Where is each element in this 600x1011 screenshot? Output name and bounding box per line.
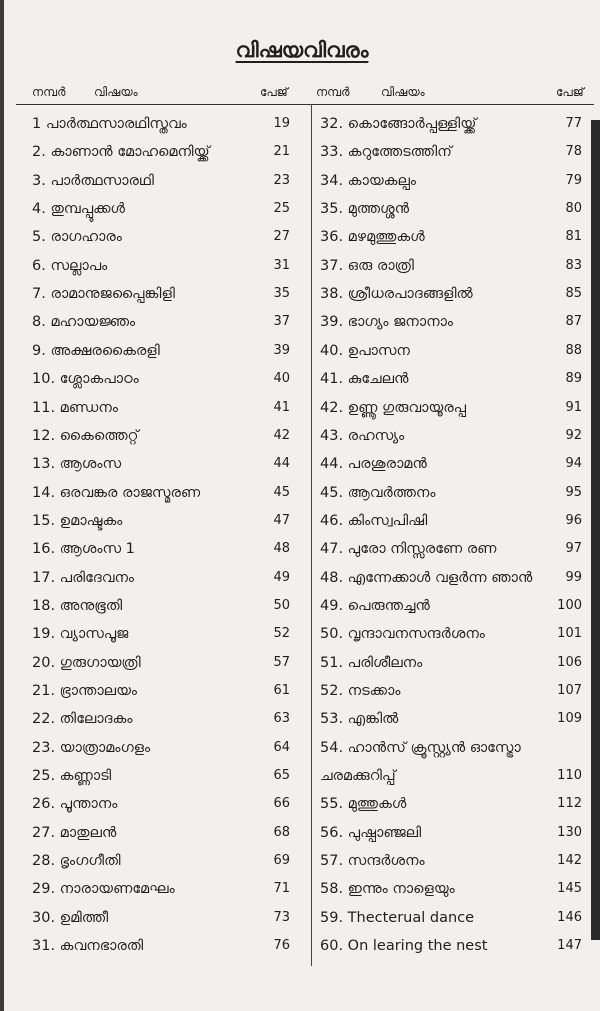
toc-entry [320, 371, 582, 396]
toc-entry-title: 1 പാർത്ഥസാരഥിസ്തവം [32, 116, 187, 132]
toc-entry-page: 23 [273, 172, 290, 188]
toc-entry [320, 428, 582, 453]
toc-entry [320, 513, 582, 538]
toc-entry-title: 56. പുഷ്പാഞ്ജലി [320, 824, 422, 841]
toc-entry-title: 28. ഭൃംഗഗീതി [32, 853, 121, 870]
toc-entry-title: 45. ആവർത്തനം [320, 484, 436, 501]
toc-entry-page: 110 [557, 768, 582, 784]
toc-entry [320, 286, 582, 311]
toc-entry-title: 5. രാഗഹാരം [32, 229, 122, 246]
toc-entry-title: 3. പാർത്ഥസാരഥി [32, 172, 154, 189]
toc-entry-page: 57 [273, 654, 290, 670]
toc-entry [320, 853, 582, 878]
toc-entry [32, 740, 290, 765]
toc-entry-title: 35. മുത്തശ്ശൻ [320, 201, 410, 218]
toc-entry [32, 598, 290, 623]
toc-entry-title: 47. പുരോ നിസ്സരണേ രണ [320, 541, 497, 558]
toc-entry [320, 400, 582, 425]
toc-entry-page: 92 [565, 427, 582, 443]
toc-entry-page: 61 [273, 683, 290, 698]
toc-entry-page: 41 [273, 399, 290, 415]
toc-entry-page: 94 [565, 456, 582, 472]
toc-entry-title: 57. സന്ദർശനം [320, 853, 425, 870]
toc-entry-title: 8. മഹായജ്ഞം [32, 314, 136, 331]
toc-entry-title: 25. കണ്ണാടി [32, 768, 112, 785]
toc-entry [320, 541, 582, 566]
toc-entry [320, 258, 582, 283]
toc-entry-page: 69 [273, 853, 290, 869]
toc-entry-title: 29. നാരായണമേഘം [32, 881, 175, 898]
toc-entry [32, 343, 290, 368]
toc-entry-title: 39. ഭാഗ്യം ജനാനാം [320, 314, 453, 331]
toc-entry-page: 88 [565, 342, 582, 358]
toc-entry [320, 683, 582, 708]
header-number-left: നമ്പർ [32, 85, 66, 99]
toc-entry-page: 39 [273, 342, 290, 358]
toc-entry [32, 371, 290, 396]
toc-entry-page: 91 [565, 399, 582, 415]
toc-entry-title: 27. മാതുലൻ [32, 824, 117, 841]
toc-entry-title: 19. വ്യാസപൂജ [32, 626, 129, 643]
toc-entry [32, 570, 290, 595]
toc-entry-page: 146 [557, 909, 582, 925]
toc-entry-page: 35 [273, 286, 290, 302]
toc-entry-title: 18. അനുഭൂതി [32, 597, 123, 614]
toc-entry-title: 46. കിംസ്വപിഷി [320, 512, 428, 529]
toc-entry-page: 87 [565, 314, 582, 330]
toc-entry-page: 37 [273, 314, 290, 330]
toc-entry-page: 97 [565, 541, 582, 557]
toc-entry-page: 50 [273, 597, 290, 613]
toc-entry-title: 38. ശ്രീധരപാദങ്ങളിൽ [320, 286, 473, 303]
toc-entry-page: 96 [565, 512, 582, 528]
toc-entry-page: 45 [273, 484, 290, 500]
toc-entry-title: 43. രഹസ്യം [320, 427, 405, 444]
page-edge-shadow [591, 120, 600, 940]
toc-entry-title: 21. ഭ്രാന്താലയം [32, 683, 137, 699]
toc-entry-page: 85 [565, 286, 582, 302]
header-page-right: പേജ് [556, 85, 584, 99]
toc-entry-title: 33. കറുത്തേടത്തിന് [320, 144, 452, 161]
toc-entry-title: 49. പെരുന്തച്ചൻ [320, 597, 430, 614]
toc-entry-page: 106 [557, 654, 582, 670]
toc-entry-title: 30. ഉമിത്തീ [32, 909, 109, 926]
toc-entry-title: 41. കുചേലൻ [320, 371, 409, 388]
toc-entry-page: 52 [273, 626, 290, 642]
toc-entry-page: 76 [273, 938, 290, 954]
toc-entry [32, 144, 290, 169]
toc-entry-title: 42. ഉണ്ണൂ ഗുരുവായൂരപ്പ [320, 399, 466, 416]
toc-entry [320, 938, 582, 963]
toc-entry-page: 25 [273, 201, 290, 217]
toc-entry [320, 116, 582, 141]
toc-entry-page: 63 [273, 711, 290, 727]
toc-entry-title: 7. രാമാനുജപ്പൈങ്കിളി [32, 286, 175, 303]
toc-entry [32, 173, 290, 198]
toc-entry-page: 71 [273, 881, 290, 897]
header-rule [16, 104, 594, 105]
toc-entry-title: 26. പൂന്താനം [32, 796, 118, 813]
toc-entry-page: 101 [557, 626, 582, 642]
toc-entry-title: 59. Thecterual dance [320, 909, 475, 926]
toc-entry [32, 655, 290, 680]
toc-entry-title: 23. യാത്രാമംഗളം [32, 739, 151, 756]
toc-entry [320, 825, 582, 850]
toc-entry [32, 626, 290, 651]
toc-entry-title: 12. കൈത്തെറ്റ് [32, 427, 139, 444]
toc-entry-page: 109 [557, 711, 582, 727]
toc-entry-page: 44 [273, 456, 290, 472]
toc-entry [320, 910, 582, 935]
toc-entry [320, 314, 582, 339]
toc-entry-title: 9. അക്ഷരകൈരളി [32, 342, 160, 359]
toc-entry-page: 64 [273, 739, 290, 755]
toc-entry-title: 2. കാണാൻ മോഹമെനിയ്ക്ക് [32, 144, 210, 161]
toc-entry [32, 796, 290, 821]
toc-entry [32, 853, 290, 878]
toc-entry [320, 144, 582, 169]
toc-entry-page: 49 [273, 569, 290, 585]
toc-entry [32, 485, 290, 510]
toc-entry-page: 95 [565, 484, 582, 500]
toc-entry [320, 655, 582, 680]
toc-entry-title: 48. എന്നേക്കാൾ വളർന്ന ഞാൻ [320, 569, 533, 586]
book-page [4, 0, 600, 1011]
toc-entry-page: 48 [273, 541, 290, 557]
toc-entry [320, 485, 582, 510]
toc-entry-page: 89 [565, 371, 582, 387]
toc-entry-page: 100 [557, 597, 582, 613]
toc-entry-title: 60. On learing the nest [320, 938, 488, 955]
toc-entry [32, 881, 290, 906]
header-number-right: നമ്പർ [316, 85, 350, 99]
toc-entry-title: 50. വൃന്ദാവനസന്ദർശനം [320, 626, 485, 643]
toc-entry-page: 40 [273, 371, 290, 387]
toc-entry [320, 343, 582, 368]
toc-entry [32, 116, 290, 141]
toc-entry-page: 65 [273, 768, 290, 784]
toc-entry-title: 6. സല്ലാപം [32, 257, 108, 274]
toc-entry-page: 80 [565, 201, 582, 217]
toc-entry-page: 142 [557, 853, 582, 869]
toc-entry-title: 4. തുമ്പപ്പൂക്കൾ [32, 201, 125, 218]
page-title: വിഷയവിവരം [235, 38, 369, 62]
toc-entry-page: 21 [273, 144, 290, 160]
toc-entry-title: 44. പരശുരാമൻ [320, 456, 427, 473]
toc-entry-title: 53. എങ്കിൽ [320, 711, 399, 728]
toc-entry-title: 36. മഴമുത്തുകൾ [320, 229, 425, 246]
toc-entry-page: 42 [273, 427, 290, 443]
toc-entry-page: 107 [557, 683, 582, 698]
toc-entry-title: 22. തിലോദകം [32, 711, 133, 728]
toc-entry [320, 570, 582, 595]
toc-entry-title: 15. ഉമാഷ്ടകം [32, 512, 123, 529]
toc-entry [32, 201, 290, 226]
toc-entry-page: 78 [565, 144, 582, 160]
toc-entry-title: 17. പരിദേവനം [32, 569, 134, 586]
toc-entry [32, 910, 290, 935]
toc-entry-page: 66 [273, 796, 290, 812]
toc-entry-page: 31 [273, 257, 290, 273]
toc-entry-page: 68 [273, 824, 290, 840]
toc-entry-page: 130 [557, 824, 582, 840]
toc-entry [32, 456, 290, 481]
toc-entry [32, 768, 290, 793]
toc-entry [32, 229, 290, 254]
toc-entry-title: 58. ഇന്നും നാളെയും [320, 881, 455, 898]
header-subject-right: വിഷയം [381, 85, 425, 99]
toc-entry-title: 52. നടക്കാം [320, 683, 401, 699]
toc-entry-page: 147 [557, 938, 582, 954]
toc-entry-title: 51. പരിശീലനം [320, 654, 423, 671]
column-header [16, 82, 594, 104]
toc-entry [32, 513, 290, 538]
toc-entry-page: 145 [557, 881, 582, 897]
toc-entry [320, 881, 582, 906]
toc-entry [320, 173, 582, 198]
toc-entry [320, 768, 582, 793]
toc-entry [320, 229, 582, 254]
toc-entry [32, 428, 290, 453]
toc-entry-title: 10. ശ്ലോകപാഠം [32, 371, 139, 388]
toc-entry [320, 201, 582, 226]
toc-entry-title: 40. ഉപാസന [320, 342, 410, 359]
toc-entry [320, 740, 582, 765]
toc-entry [32, 938, 290, 963]
toc-entry-title: 13. ആശംസ [32, 456, 122, 473]
toc-entry-page: 73 [273, 909, 290, 925]
toc-entry-title: 11. മണ്ഡനം [32, 399, 118, 416]
toc-entry [320, 711, 582, 736]
toc-entry [32, 286, 290, 311]
header-subject-left: വിഷയം [94, 85, 138, 99]
toc-entry [32, 541, 290, 566]
toc-entry [32, 711, 290, 736]
toc-entry-page: 79 [565, 172, 582, 188]
toc-entry [320, 456, 582, 481]
toc-entry-page: 81 [565, 229, 582, 245]
toc-entry-title: 31. കവനഭാരതി [32, 938, 144, 955]
header-page-left: പേജ് [260, 85, 288, 99]
toc-entry-title: 55. മുത്തുകൾ [320, 796, 407, 813]
toc-entry-page: 47 [273, 512, 290, 528]
toc-entry [32, 258, 290, 283]
column-divider [311, 104, 312, 966]
toc-entry [320, 598, 582, 623]
toc-entry-title: 54. ഹാൻസ് ക്രൂസ്റ്റ്യൻ ഓസ്ട്രോ [320, 739, 521, 756]
toc-entry-page: 99 [565, 569, 582, 585]
toc-entry [32, 683, 290, 708]
toc-entry-title: 14. ഒരവങ്കര രാജസ്മരണ [32, 484, 201, 501]
toc-entry-page: 27 [273, 229, 290, 245]
toc-entry [320, 626, 582, 651]
toc-entry-title: 20. ഗുരുഗായത്രി [32, 654, 141, 671]
toc-entry-page: 112 [557, 796, 582, 812]
toc-entry [320, 796, 582, 821]
toc-entry-page: 77 [565, 116, 582, 131]
toc-entry-title: 37. ഒരു രാത്രി [320, 257, 414, 274]
toc-entry [32, 825, 290, 850]
toc-entry-title: ചരമക്കുറിപ്പ് [320, 768, 396, 785]
toc-entry-title: 32. കൊങ്ങോർപ്പള്ളിയ്ക്ക് [320, 116, 477, 132]
toc-entry-title: 34. കായകല്പം [320, 172, 416, 189]
toc-entry-page: 19 [273, 116, 290, 131]
toc-entry-title: 16. ആശംസ 1 [32, 541, 135, 558]
toc-entry [32, 400, 290, 425]
toc-entry-page: 83 [565, 257, 582, 273]
toc-entry [32, 314, 290, 339]
